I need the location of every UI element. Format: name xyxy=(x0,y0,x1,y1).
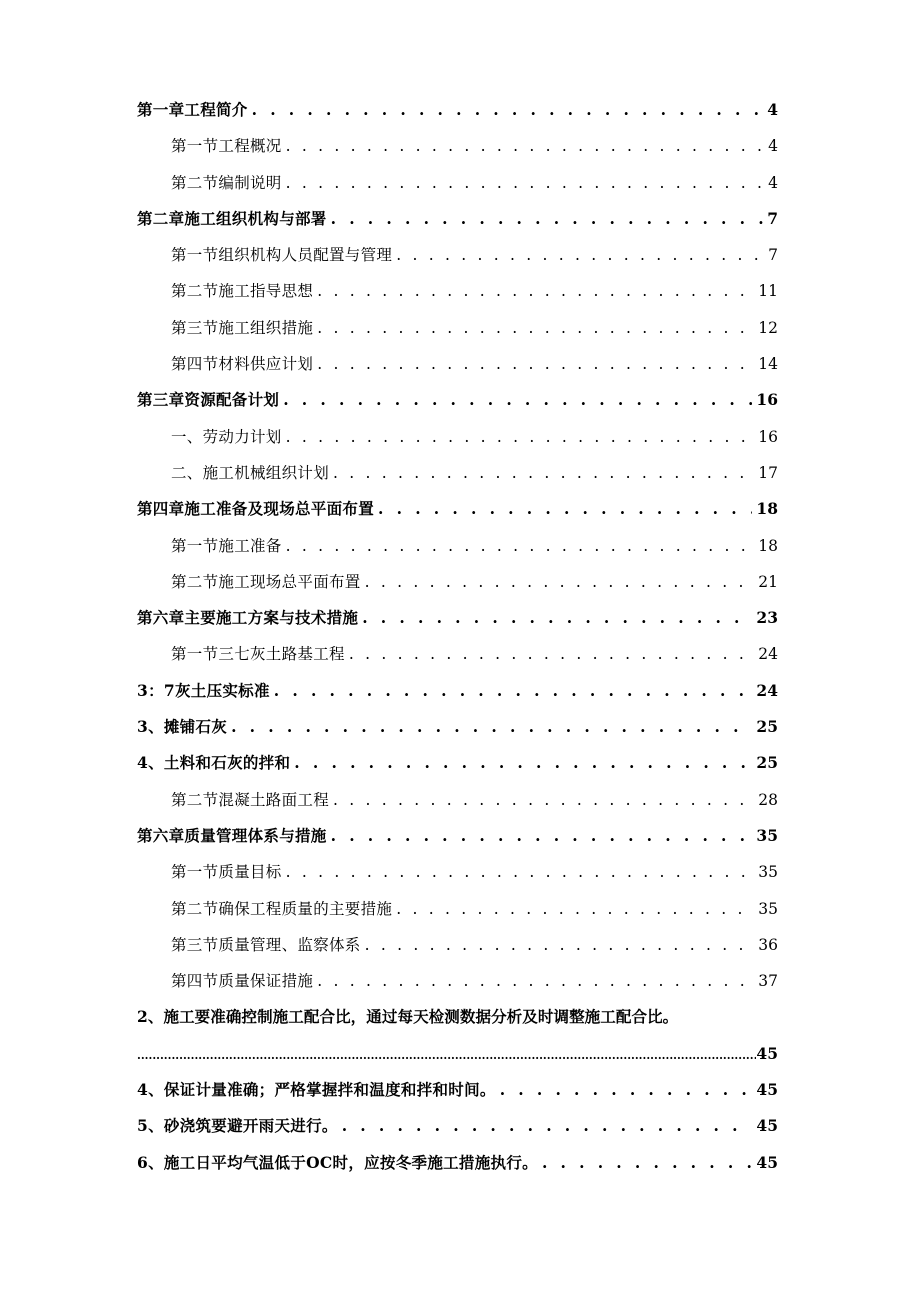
toc-entry-title: 第四节质量保证措施 xyxy=(171,972,314,991)
toc-entry-page: 23 xyxy=(756,608,778,628)
toc-entry[interactable] xyxy=(137,273,778,309)
toc-entry-title: 第二章施工组织机构与部署 xyxy=(137,208,327,228)
toc-entry[interactable] xyxy=(137,818,778,854)
toc-entry-page: 7 xyxy=(768,246,778,265)
toc-entry-page: 18 xyxy=(758,536,778,555)
toc-entry-page: 45 xyxy=(756,1043,778,1063)
toc-dot-leader xyxy=(331,818,753,854)
toc-entry[interactable] xyxy=(137,1145,778,1181)
toc-entry-title: 第三节质量管理、监察体系 xyxy=(171,935,361,954)
toc-dot-leader xyxy=(396,891,754,927)
toc-dot-leader xyxy=(500,1072,753,1108)
toc-dot-leader xyxy=(342,1108,753,1144)
toc-entry-title: 第三章资源配备计划 xyxy=(137,390,280,410)
toc-entry-page: 4 xyxy=(768,173,778,192)
toc-entry-title: 第六章质量管理体系与措施 xyxy=(137,825,327,845)
toc-entry[interactable] xyxy=(137,237,778,273)
toc-entry-title: 第一节工程概况 xyxy=(171,137,282,156)
toc-dot-leader xyxy=(252,92,764,128)
toc-entry[interactable] xyxy=(137,891,778,927)
toc-entry-page: 25 xyxy=(756,717,778,737)
toc-entry-title: 第一节施工准备 xyxy=(171,536,282,555)
toc-entry-title: 4、土料和石灰的拌和 xyxy=(137,753,291,773)
toc-entry[interactable] xyxy=(137,636,778,672)
toc-entry[interactable] xyxy=(137,600,778,636)
toc-dot-leader xyxy=(542,1145,752,1181)
toc-entry-title: 5、砂浇筑要避开雨天进行。 xyxy=(137,1116,338,1136)
toc-entry-title: 第二节混凝土路面工程 xyxy=(171,790,330,809)
toc-dot-leader xyxy=(137,1038,756,1072)
table-of-contents xyxy=(137,92,778,1181)
toc-entry[interactable] xyxy=(137,745,778,781)
toc-entry-page: 35 xyxy=(758,899,778,918)
toc-entry-title: 3、摊铺石灰 xyxy=(137,717,228,737)
toc-entry-title: 第一节组织机构人员配置与管理 xyxy=(171,246,393,265)
toc-dot-leader xyxy=(365,564,755,600)
toc-entry-title: 第六章主要施工方案与技术措施 xyxy=(137,608,359,628)
toc-dot-leader xyxy=(283,382,752,418)
toc-entry-page: 4 xyxy=(768,137,778,156)
toc-entry[interactable] xyxy=(137,491,778,527)
toc-entry-title: 第四章施工准备及现场总平面布置 xyxy=(137,499,375,519)
toc-entry[interactable] xyxy=(137,963,778,999)
toc-entry-title: 第一节质量目标 xyxy=(171,863,282,882)
toc-dot-leader xyxy=(231,709,752,745)
toc-dot-leader xyxy=(378,491,752,527)
toc-dot-leader xyxy=(317,273,754,309)
toc-dot-leader xyxy=(286,165,765,201)
toc-entry-page: 4 xyxy=(767,100,778,119)
toc-entry[interactable] xyxy=(137,673,778,709)
toc-dot-leader xyxy=(286,419,755,455)
toc-dot-leader xyxy=(317,963,754,999)
toc-entry[interactable] xyxy=(137,201,778,237)
toc-entry[interactable] xyxy=(137,1108,778,1144)
toc-entry[interactable] xyxy=(137,92,778,128)
toc-dot-leader xyxy=(331,201,764,237)
toc-entry-page: 18 xyxy=(756,499,778,519)
toc-entry[interactable] xyxy=(137,382,778,418)
toc-entry-page: 36 xyxy=(758,935,778,954)
toc-entry-page: 16 xyxy=(758,427,778,446)
toc-entry-title: 第二节编制说明 xyxy=(171,173,282,192)
toc-entry-page: 37 xyxy=(758,972,778,991)
toc-entry-title: 4、保证计量准确；严格掌握拌和温度和拌和时间。 xyxy=(137,1080,496,1100)
toc-entry-page: 17 xyxy=(758,463,778,482)
toc-entry-page: 21 xyxy=(758,572,778,591)
toc-entry-page: 45 xyxy=(756,1080,778,1100)
toc-dot-leader xyxy=(286,128,765,164)
toc-entry-title: 一、劳动力计划 xyxy=(171,427,282,446)
toc-entry-page: 12 xyxy=(758,318,778,337)
toc-entry-title: 二、施工机械组织计划 xyxy=(171,463,330,482)
toc-dot-leader xyxy=(286,528,755,564)
toc-dot-leader xyxy=(317,346,754,382)
toc-entry-title: 2、施工要准确控制施工配合比，通过每天检测数据分析及时调整施工配合比。 xyxy=(137,1007,679,1027)
toc-entry-title: 第四节材料供应计划 xyxy=(171,355,314,374)
toc-entry-page: 24 xyxy=(756,680,778,700)
toc-entry[interactable] xyxy=(137,927,778,963)
toc-entry-title: 第二节确保工程质量的主要措施 xyxy=(171,899,393,918)
toc-dot-leader xyxy=(274,673,753,709)
toc-entry-title: 6、施工日平均气温低于OC时，应按冬季施工措施执行。 xyxy=(137,1152,538,1172)
toc-dot-leader xyxy=(362,600,752,636)
toc-entry[interactable] xyxy=(137,564,778,600)
toc-entry-page: 14 xyxy=(758,355,778,374)
toc-entry[interactable] xyxy=(137,419,778,455)
toc-entry[interactable] xyxy=(137,782,778,818)
toc-dot-leader xyxy=(349,636,754,672)
toc-entry-title: 第三节施工组织措施 xyxy=(171,318,314,337)
toc-entry-page: 35 xyxy=(756,825,778,845)
toc-entry-title: 第二节施工指导思想 xyxy=(171,282,314,301)
toc-entry-page: 16 xyxy=(756,390,778,410)
toc-dot-leader xyxy=(317,310,754,346)
toc-entry[interactable] xyxy=(137,709,778,745)
toc-entry-title: 第二节施工现场总平面布置 xyxy=(171,572,361,591)
toc-entry[interactable] xyxy=(137,854,778,890)
toc-dot-leader xyxy=(294,745,752,781)
toc-entry-page: 11 xyxy=(758,282,778,301)
toc-entry-page: 25 xyxy=(756,753,778,773)
toc-entry[interactable] xyxy=(137,310,778,346)
toc-dot-leader xyxy=(286,854,755,890)
toc-entry-page: 28 xyxy=(758,790,778,809)
toc-entry-page: 45 xyxy=(756,1152,778,1172)
toc-entry[interactable] xyxy=(137,1036,778,1072)
toc-entry-title: 第一章工程简介 xyxy=(137,100,248,119)
toc-entry[interactable] xyxy=(137,165,778,201)
toc-entry-page: 7 xyxy=(767,208,778,228)
toc-entry[interactable] xyxy=(137,346,778,382)
toc-entry[interactable] xyxy=(137,1072,778,1108)
toc-dot-leader xyxy=(396,237,764,273)
toc-entry-page: 24 xyxy=(758,645,778,664)
toc-entry-page: 35 xyxy=(758,863,778,882)
toc-entry[interactable] xyxy=(137,128,778,164)
toc-entry[interactable] xyxy=(137,528,778,564)
toc-dot-leader xyxy=(333,782,754,818)
toc-entry-title: 第一节三七灰土路基工程 xyxy=(171,645,345,664)
toc-entry[interactable] xyxy=(137,999,778,1035)
toc-entry-page: 45 xyxy=(756,1116,778,1136)
toc-entry[interactable] xyxy=(137,455,778,491)
toc-dot-leader xyxy=(365,927,755,963)
toc-dot-leader xyxy=(333,455,754,491)
toc-entry-title: 3：7灰土压实标准 xyxy=(137,680,270,700)
